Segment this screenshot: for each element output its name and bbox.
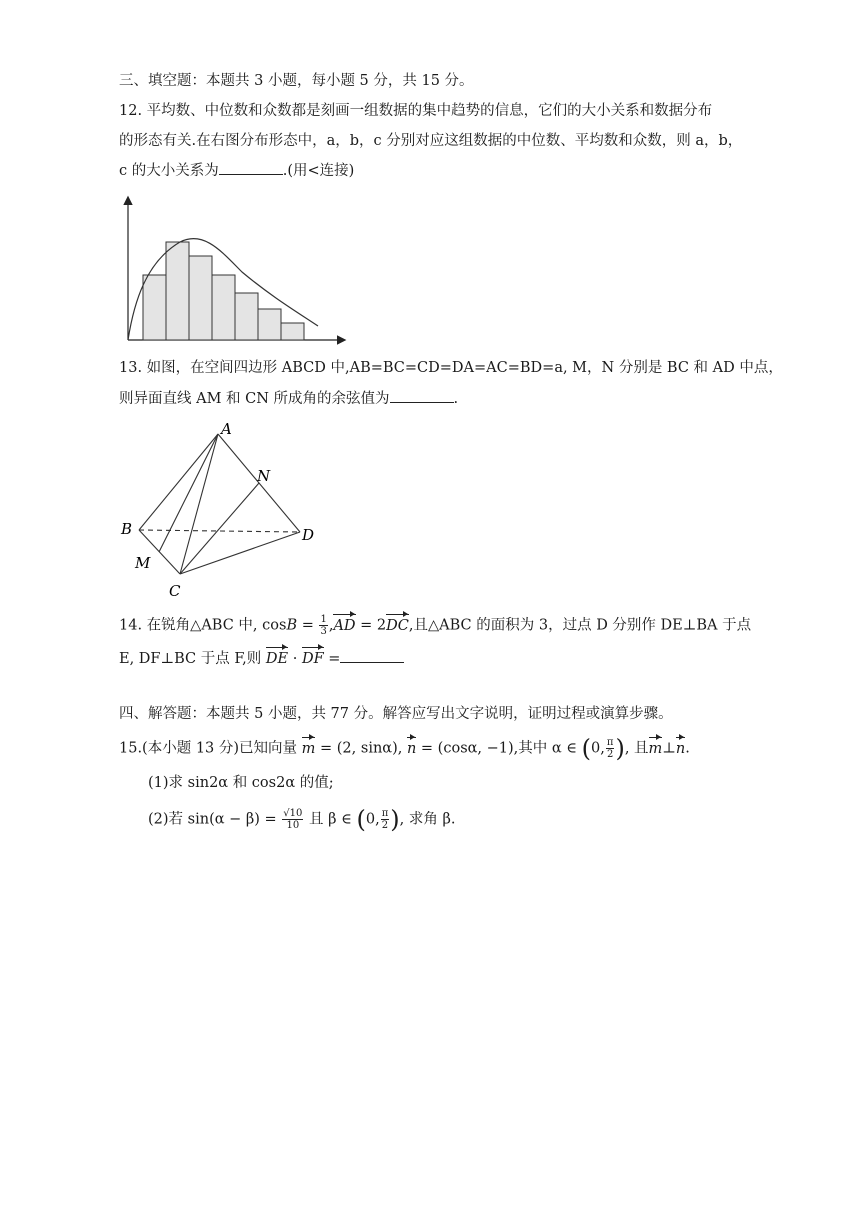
q15-perp: ⊥ <box>662 740 676 757</box>
label-d: D <box>302 526 315 544</box>
q12-line2: 的形态有关.在右图分布形态中，a，b，c 分别对应这组数据的中位数、平均数和众数，则 a，b， <box>119 133 743 149</box>
q15-part2-close-paren: ) <box>390 805 400 834</box>
q15-frac-num: √10 <box>283 808 303 819</box>
q14-equals: = <box>297 617 319 634</box>
q14-comma: , <box>328 617 334 634</box>
q15-pi: π <box>606 737 614 748</box>
q14-frac-den: 3 <box>320 626 327 637</box>
q15-part1: (1)求 sin2α 和 cos2α 的值; <box>148 775 334 791</box>
q15-vector-m2: m <box>648 740 663 757</box>
histogram-bar-7 <box>281 323 304 340</box>
q15-stem <box>119 734 690 763</box>
q15-part2 <box>148 805 456 834</box>
q15-part2-pi-over-2 <box>381 808 390 831</box>
q12-line1: 12. 平均数、中位数和众数都是刻画一组数据的集中趋势的信息，它们的大小关系和数据分布 <box>119 103 713 119</box>
label-c: C <box>169 582 181 600</box>
q15-frac-den: 10 <box>286 820 300 831</box>
label-m: M <box>135 554 151 572</box>
q14-var-b: B <box>286 617 298 634</box>
q14-line2 <box>119 648 404 669</box>
q15-stem-a: 15.(本小题 13 分)已知向量 <box>119 740 302 757</box>
q12-line3 <box>119 160 354 181</box>
segment-am <box>159 434 218 552</box>
edge-bd-hidden <box>139 530 300 532</box>
q14-vector-ad: AD <box>333 617 356 634</box>
q14-vector-df: DF <box>301 651 324 667</box>
q13-answer-blank[interactable] <box>390 388 454 403</box>
q15-stem-d: , 且 <box>624 740 649 757</box>
q12-line3-prefix: c 的大小关系为 <box>119 163 219 179</box>
q15-vector-m: m <box>301 740 316 757</box>
q14-vector-de: DE <box>265 651 289 667</box>
q15-part2-open-paren: ( <box>356 805 366 834</box>
q13-line2-prefix: 则异面直线 AM 和 CN 所成角的余弦值为 <box>119 391 390 407</box>
section3-heading: 三、填空题：本题共 3 小题，每小题 5 分，共 15 分。 <box>119 73 474 89</box>
q15-close-paren: ) <box>615 734 625 763</box>
q14-fraction <box>319 614 327 637</box>
q15-sqrt10-over-10 <box>282 808 303 831</box>
q14-vector-dc: DC <box>386 617 409 634</box>
histogram-bar-6 <box>258 309 281 340</box>
q14-stem-end: ,且△ABC 的面积为 3，过点 D 分别作 DE⊥BA 于点 <box>408 617 752 634</box>
q15-vector-n2: n <box>675 740 686 757</box>
q14-line2-end: = <box>323 651 341 667</box>
histogram-bar-5 <box>235 293 258 340</box>
section4-heading: 四、解答题：本题共 5 小题，共 77 分。解答应写出文字说明，证明过程或演算步骤。 <box>119 706 673 722</box>
q15-stem-c: = (cosα, −1),其中 α ∈ <box>416 740 582 757</box>
q15-part2-two: 2 <box>381 820 389 831</box>
q15-stem-e: . <box>685 740 690 757</box>
q15-part2-b: 且 β ∈ <box>304 811 357 828</box>
label-n: N <box>257 467 271 485</box>
q15-part2-zero: 0, <box>365 811 380 828</box>
q15-part2-pi: π <box>381 808 389 819</box>
q15-two: 2 <box>606 749 614 760</box>
q13-line2 <box>119 388 458 409</box>
q12-answer-blank[interactable] <box>219 160 283 175</box>
q14-frac-num: 1 <box>320 614 327 625</box>
histogram-bar-2 <box>166 242 189 340</box>
label-b: B <box>121 520 133 538</box>
q14-equals-2: = 2 <box>355 617 387 634</box>
q12-histogram-chart <box>112 192 352 352</box>
q14-line1 <box>119 614 751 637</box>
q14-stem-start: 14. 在锐角△ABC 中, cos <box>119 617 287 634</box>
histogram-bar-3 <box>189 256 212 340</box>
q15-vector-n: n <box>406 740 417 757</box>
q14-line2-start: E, DF⊥BC 于点 F,则 <box>119 651 266 667</box>
q13-line2-suffix: . <box>453 391 459 407</box>
histogram-bar-4 <box>212 275 235 340</box>
q15-pi-over-2 <box>606 737 615 760</box>
q15-open-paren: ( <box>581 734 592 763</box>
q13-tetrahedron-figure <box>115 418 325 603</box>
q15-interval-zero: 0, <box>591 740 605 757</box>
label-a: A <box>221 420 232 438</box>
q12-line3-suffix: .(用<连接) <box>282 163 355 179</box>
q14-dot: · <box>288 651 302 667</box>
histogram-bar-1 <box>143 275 166 340</box>
q15-part2-c: , 求角 β. <box>399 811 456 828</box>
q13-line1: 13. 如图，在空间四边形 ABCD 中,AB=BC=CD=DA=AC=BD=a, M，N 分别是 BC 和 AD 中点， <box>119 360 783 376</box>
edge-ac <box>180 434 218 574</box>
q15-stem-b: = (2, sinα), <box>315 740 407 757</box>
q15-part2-a: (2)若 sin(α − β) = <box>148 811 282 828</box>
q14-answer-blank[interactable] <box>340 648 404 663</box>
edge-ab <box>139 434 218 530</box>
